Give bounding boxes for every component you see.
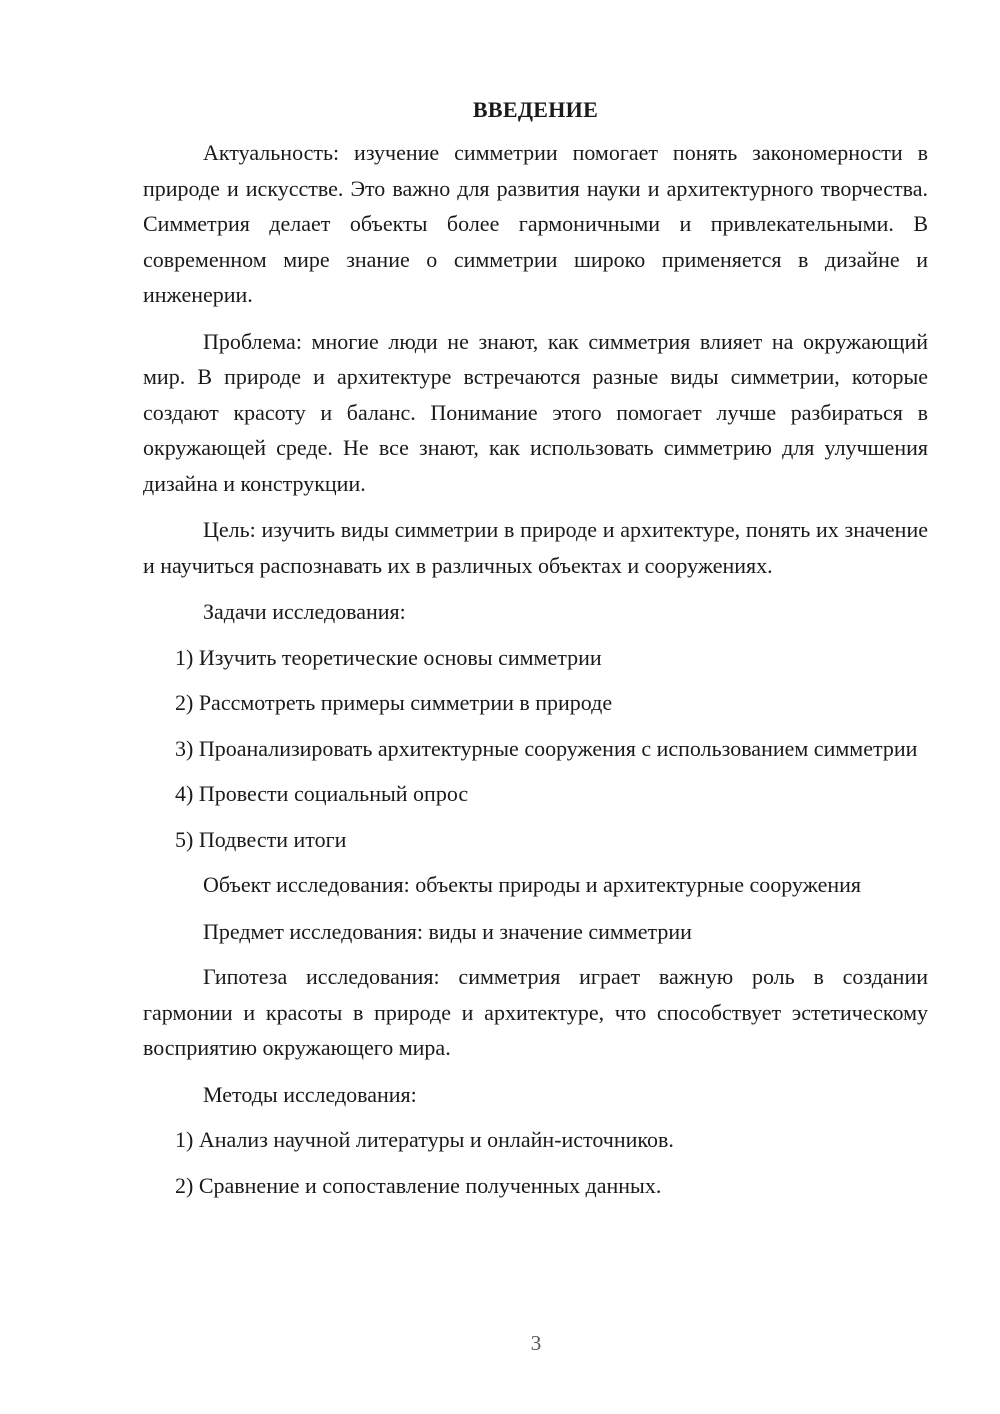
- method-item: 2) Сравнение и сопоставление полученных данных.: [175, 1172, 662, 1198]
- task-item: 4) Провести социальный опрос: [175, 781, 469, 806]
- page-number: 3: [530, 1331, 542, 1355]
- relevance-paragraph: Актуальность: изучение симметрии помогает понять закономерности в природе и искусстве. Это важно для развития науки и архитектурного творчества. Симметрия делает объекты более гармоничными и привлекательными. В современном мире знание о симметрии широко применяется в дизайне и инженерии.: [143, 140, 928, 307]
- task-item: 1) Изучить теоретические основы симметрии: [175, 644, 602, 670]
- task-item: 2) Рассмотреть примеры симметрии в природе: [175, 690, 613, 715]
- task-item: 3) Проанализировать архитектурные сооружения с использованием симметрии: [175, 735, 918, 761]
- page-title: ВВЕДЕНИЕ: [472, 97, 599, 122]
- tasks-heading: Задачи исследования:: [203, 599, 406, 624]
- hypothesis-paragraph: Гипотеза исследования: симметрия играет важную роль в создании гармонии и красоты в природе и архитектуре, что способствует эстетическому восприятию окружающего мира.: [143, 964, 928, 1060]
- problem-paragraph: Проблема: многие люди не знают, как симметрия влияет на окружающий мир. В природе и архитектуре встречаются разные виды симметрии, которые создают красоту и баланс. Понимание этого помогает лучше разбираться в окружающей среде. Не все знают, как использовать симметрию для улучшения дизайна и конструкции.: [143, 328, 928, 496]
- method-item: 1) Анализ научной литературы и онлайн-источников.: [175, 1127, 674, 1152]
- task-item: 5) Подвести итоги: [175, 826, 347, 852]
- methods-heading: Методы исследования:: [203, 1081, 417, 1107]
- subject-paragraph: Предмет исследования: виды и значение симметрии: [203, 918, 692, 944]
- object-paragraph: Объект исследования: объекты природы и архитектурные сооружения: [203, 872, 862, 897]
- document-page: [143, 92, 928, 1213]
- goal-paragraph: Цель: изучить виды симметрии в природе и архитектуре, понять их значение и научиться распознавать их в различных объектах и сооружениях.: [143, 517, 928, 578]
